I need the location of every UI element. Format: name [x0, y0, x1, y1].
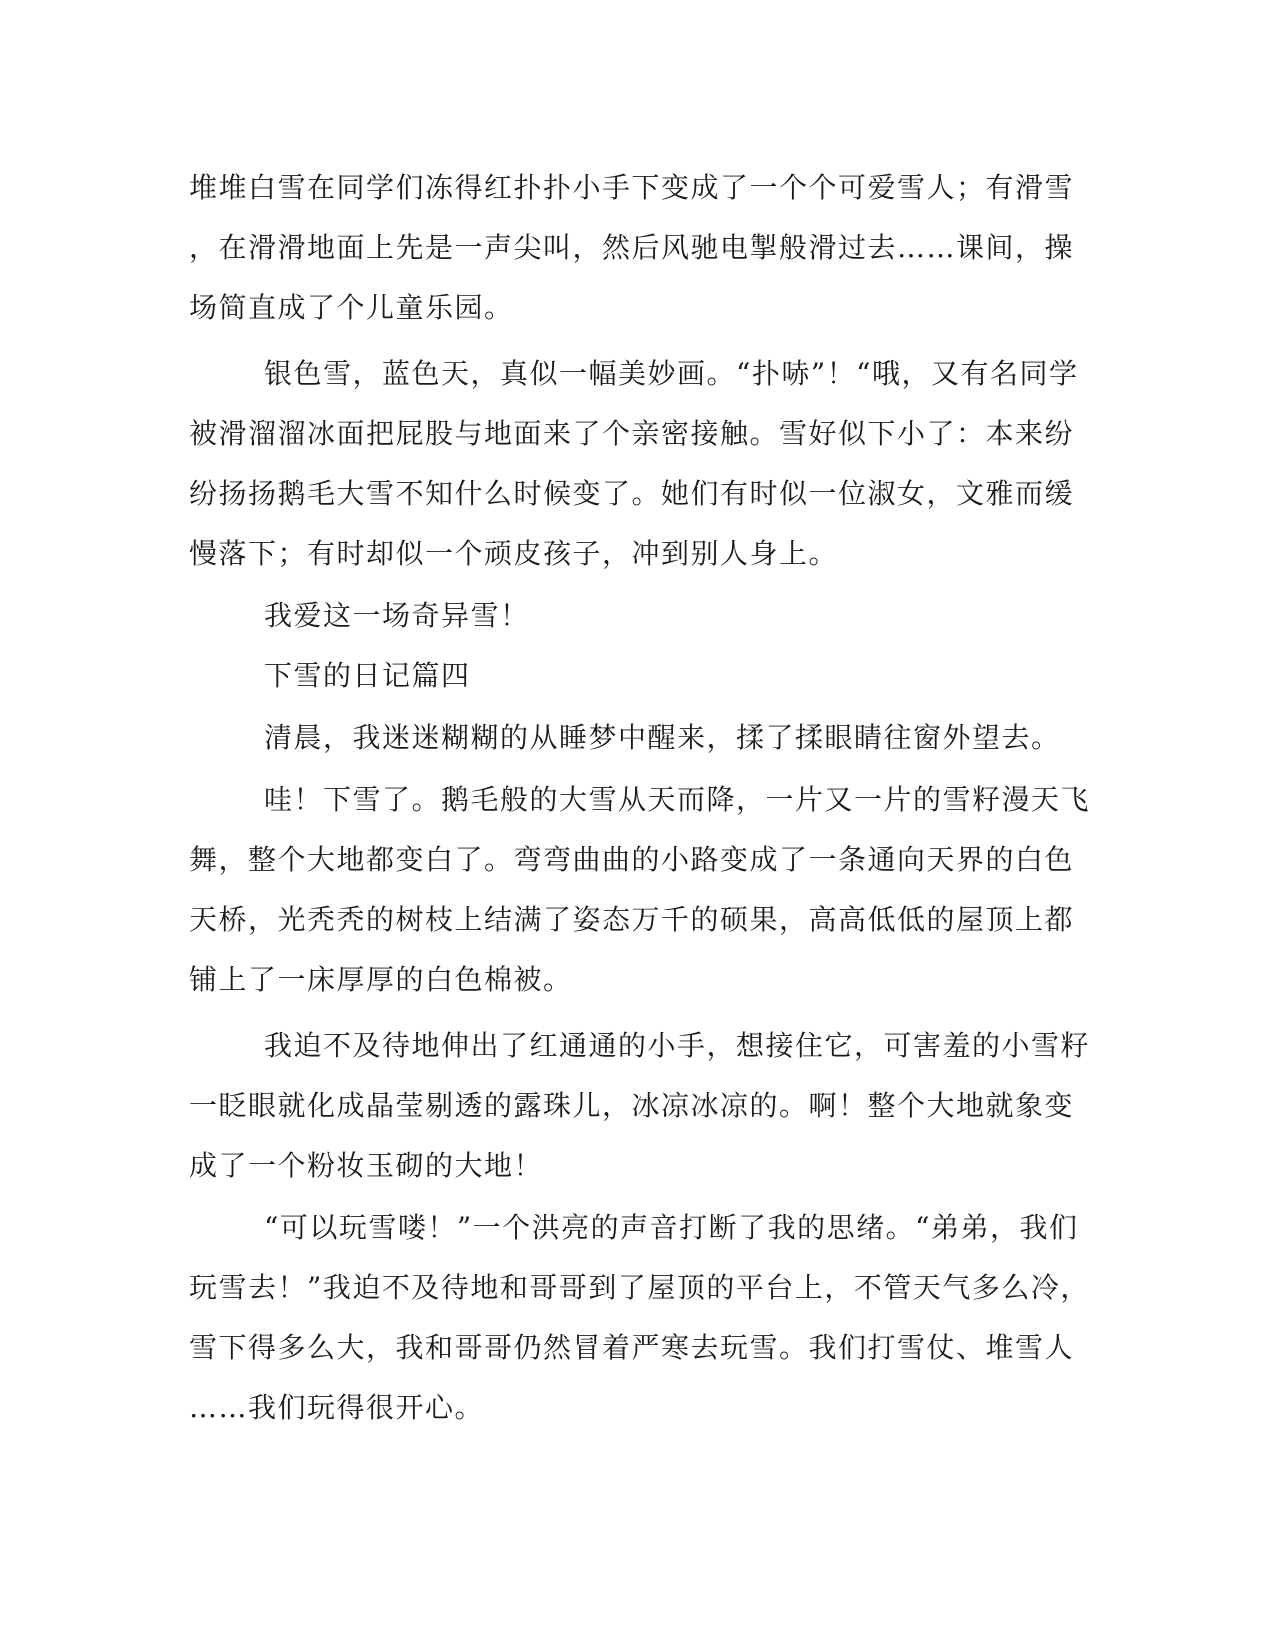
body-text-line: 舞，整个大地都变白了。弯弯曲曲的小路变成了一条通向天界的白色: [189, 843, 1075, 876]
body-text-line: 场简直成了个儿童乐园。: [189, 291, 514, 324]
body-text-line: 银色雪，蓝色天，真似一幅美妙画。“扑哧”！“哦，又有名同学: [264, 357, 1079, 390]
body-text-line: 我迫不及待地伸出了红通通的小手，想接住它，可害羞的小雪籽: [264, 1029, 1091, 1062]
body-text-line: 雪下得多么大，我和哥哥仍然冒着严寒去玩雪。我们打雪仗、堆雪人: [189, 1331, 1075, 1364]
body-text-line: 成了一个粉妆玉砌的大地！: [189, 1149, 544, 1182]
body-text-line: 清晨，我迷迷糊糊的从睡梦中醒来，揉了揉眼睛往窗外望去。: [264, 721, 1061, 754]
body-text-line: 我爱这一场奇异雪！: [264, 599, 530, 632]
body-text-line: 纷扬扬鹅毛大雪不知什么时候变了。她们有时似一位淑女，文雅而缓: [189, 477, 1075, 510]
body-text-line: 铺上了一床厚厚的白色棉被。: [189, 963, 573, 996]
body-text-line: 被滑溜溜冰面把屁股与地面来了个亲密接触。雪好似下小了：本来纷: [189, 417, 1075, 450]
body-text-line: “可以玩雪喽！”一个洪亮的声音打断了我的思绪。“弟弟，我们: [264, 1211, 1079, 1244]
section-heading: 下雪的日记篇四: [264, 659, 471, 692]
body-text-line: ，在滑滑地面上先是一声尖叫，然后风驰电掣般滑过去……课间，操: [189, 231, 1075, 264]
body-text-line: 玩雪去！”我迫不及待地和哥哥到了屋顶的平台上，不管天气多么冷，: [189, 1271, 1090, 1304]
body-text-line: ……我们玩得很开心。: [189, 1391, 485, 1424]
body-text-line: 天桥，光秃秃的树枝上结满了姿态万千的硕果，高高低低的屋顶上都: [189, 903, 1075, 936]
body-text-line: 一眨眼就化成晶莹剔透的露珠儿，冰凉冰凉的。啊！整个大地就象变: [189, 1089, 1075, 1122]
body-text-line: 堆堆白雪在同学们冻得红扑扑小手下变成了一个个可爱雪人；有滑雪: [189, 171, 1075, 204]
body-text-line: 哇！下雪了。鹅毛般的大雪从天而降，一片又一片的雪籽漫天飞: [264, 783, 1091, 816]
body-text-line: 慢落下；有时却似一个顽皮孩子，冲到别人身上。: [189, 537, 839, 570]
